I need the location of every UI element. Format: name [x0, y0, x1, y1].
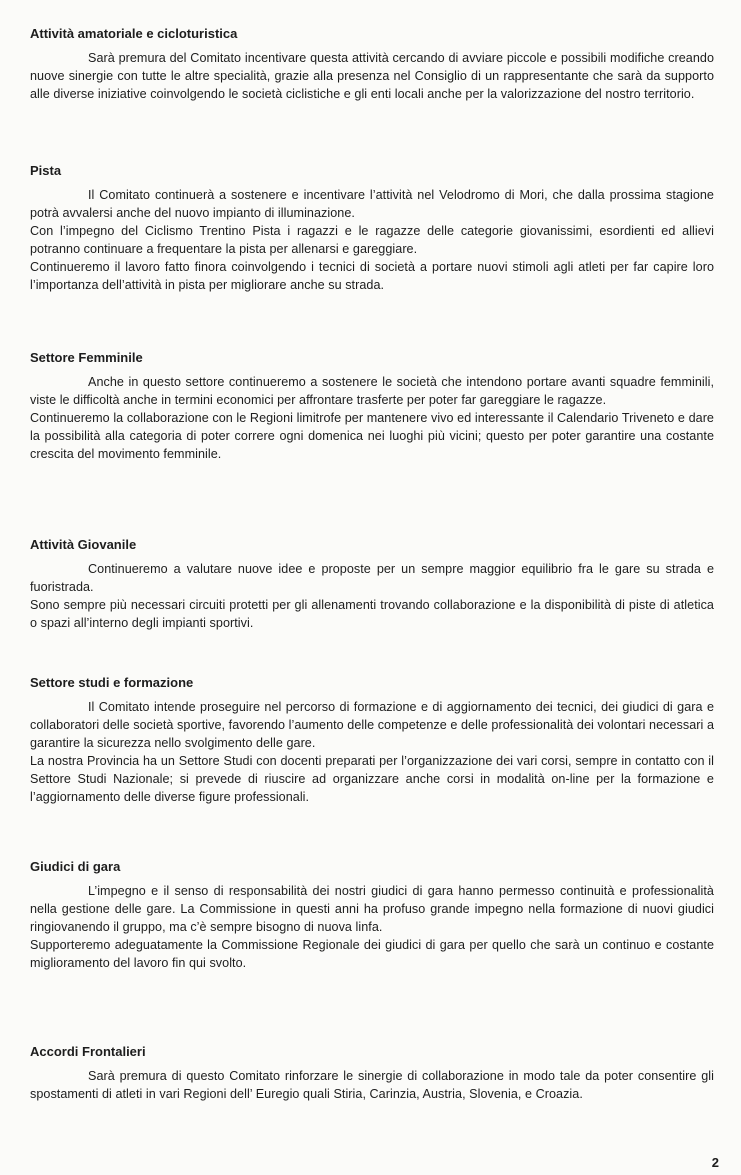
section-giudici [30, 859, 714, 972]
paragraph: Supporteremo adeguatamente la Commissione Regionale dei giudici di gara per quello che sarà un continuo e costante miglioramento del lavoro fin qui svolto. [30, 938, 714, 970]
paragraph: L’impegno e il senso di responsabilità dei nostri giudici di gara hanno permesso continuità e professionalità nella gestione delle gare. La Commissione in questi anni ha profuso grande impegno nella formazione di nuovi giudici ringiovanendo il gruppo, ma c’è sempre bisogno di nuova linfa. [30, 884, 714, 934]
section-heading: Giudici di gara [30, 859, 121, 874]
paragraph: Con l’impegno del Ciclismo Trentino Pista i ragazzi e le ragazze delle categorie giovanissimi, esordienti ed allievi potranno continuare a frequentare la pista per allenarsi e gareggiare. [30, 224, 714, 256]
section-heading: Pista [30, 163, 62, 178]
paragraph: Il Comitato continuerà a sostenere e incentivare l’attività nel Velodromo di Mori, che dalla prossima stagione potrà avvalersi anche del nuovo impianto di illuminazione. [30, 188, 714, 220]
paragraph: Il Comitato intende proseguire nel percorso di formazione e di aggiornamento dei tecnici, dei giudici di gara e collaboratori delle società sportive, favorendo l’aumento delle competenze e delle professionalità dei volontari necessari a garantire la sicurezza nello svolgimento delle gare. [30, 700, 714, 750]
section-heading: Settore studi e formazione [30, 675, 194, 690]
section-amatoriale [30, 26, 714, 103]
section-heading: Accordi Frontalieri [30, 1044, 146, 1059]
paragraph: Sarà premura di questo Comitato rinforzare le sinergie di collaborazione in modo tale da poter consentire gli spostamenti di atleti in vari Regioni dell’ Euregio quali Stiria, Carinzia, Austria, Slovenia, e Croazia. [30, 1069, 714, 1101]
section-pista [30, 163, 714, 294]
paragraph: Anche in questo settore continueremo a sostenere le società che intendono portare avanti squadre femminili, viste le difficoltà anche in termini economici per affrontare trasferte per poter far gareggiare le ragazze. [30, 375, 714, 407]
paragraph: Continueremo la collaborazione con le Regioni limitrofe per mantenere vivo ed interessante il Calendario Triveneto e dare la possibilità alla categoria di poter correre ogni domenica nei luoghi più vicini; questo per poter garantire una costante crescita del movimento femminile. [30, 411, 714, 461]
section-heading: Settore Femminile [30, 350, 143, 365]
section-studi-formazione [30, 675, 714, 806]
section-giovanile [30, 537, 714, 632]
paragraph: Continueremo a valutare nuove idee e proposte per un sempre maggior equilibrio fra le gare su strada e fuoristrada. [30, 562, 714, 594]
paragraph: Sarà premura del Comitato incentivare questa attività cercando di avviare piccole e possibili modifiche creando nuove sinergie con tutte le altre specialità, grazie alla presenza nel Consiglio di un rappresentante che sarà da supporto alle diverse iniziative coinvolgendo le società ciclistiche e gli enti locali anche per la valorizzazione del nostro territorio. [30, 51, 714, 101]
section-heading: Attività Giovanile [30, 537, 137, 552]
paragraph: La nostra Provincia ha un Settore Studi con docenti preparati per l’organizzazione dei vari corsi, sempre in contatto con il Settore Studi Nazionale; si prevede di riuscire ad organizzare anche corsi in modalità on-line per la formazione e l’aggiornamento delle diverse figure professionali. [30, 754, 714, 804]
section-femminile [30, 350, 714, 463]
paragraph: Continueremo il lavoro fatto finora coinvolgendo i tecnici di società a portare nuovi stimoli agli atleti per far capire loro l’importanza dell’attività in pista per migliorare anche su strada. [30, 260, 714, 292]
section-accordi-frontalieri [30, 1044, 714, 1103]
page-number: 2 [711, 1155, 719, 1170]
paragraph: Sono sempre più necessari circuiti protetti per gli allenamenti trovando collaborazione e la disponibilità di piste di atletica o spazi all’interno degli impianti sportivi. [30, 598, 714, 630]
section-heading: Attività amatoriale e cicloturistica [30, 26, 238, 41]
